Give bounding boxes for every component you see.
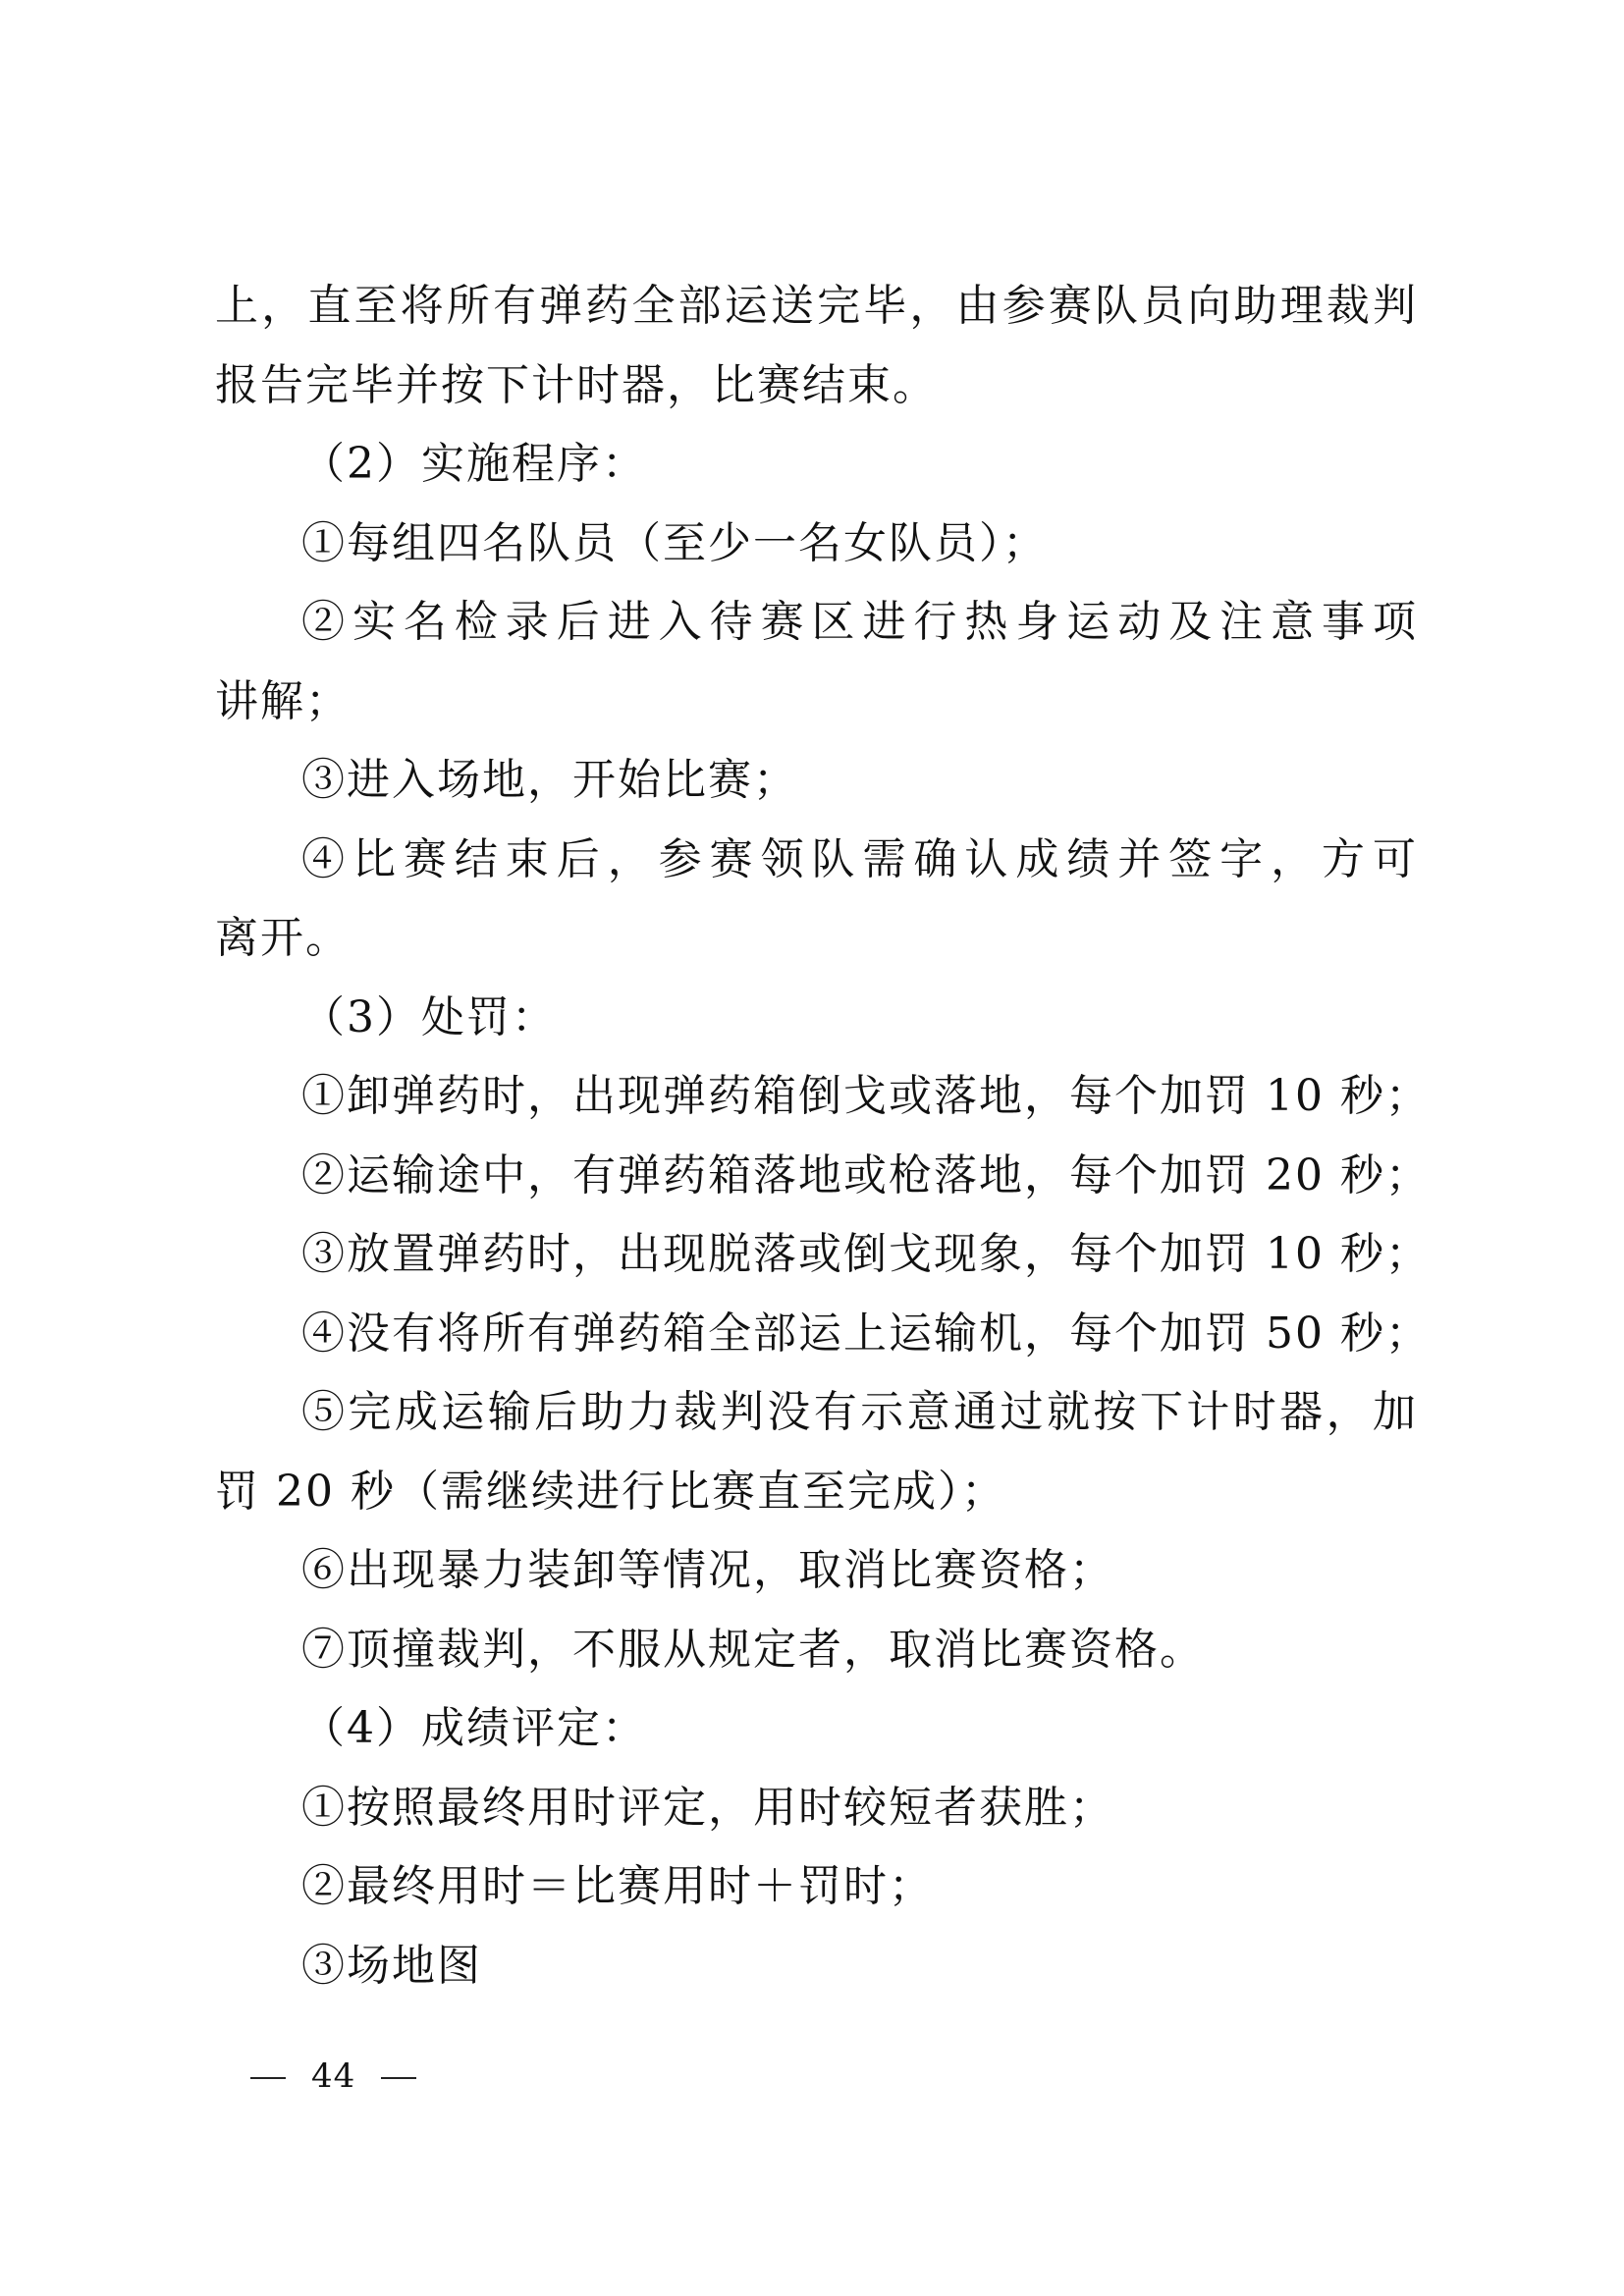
list-item: ②运输途中，有弹药箱落地或枪落地，每个加罚 20 秒； (301, 1149, 1431, 1201)
section-heading: （3）处罚： (301, 991, 557, 1042)
footer-dash-left (250, 2077, 286, 2079)
list-item: ⑦顶撞裁判，不服从规定者，取消比赛资格。 (301, 1624, 1205, 1675)
list-item: ②最终用时＝比赛用时＋罚时； (301, 1861, 934, 1911)
list-item: ③放置弹药时，出现脱落或倒戈现象，每个加罚 10 秒； (301, 1229, 1431, 1279)
text-line: 离开。 (215, 913, 351, 963)
body-text (215, 267, 1431, 2005)
list-item: ①按照最终用时评定，用时较短者获胜； (301, 1782, 1114, 1833)
list-item: ①卸弹药时，出现弹药箱倒戈或落地，每个加罚 10 秒； (301, 1071, 1431, 1121)
list-item: ②实名检录后进入待赛区进行热身运动及注意事项 (301, 597, 1418, 647)
list-item: ③场地图 (301, 1940, 482, 1991)
text-line: 报告完毕并按下计时器，比赛结束。 (215, 359, 938, 410)
list-item: ③进入场地，开始比赛； (301, 755, 798, 805)
list-item: ⑤完成运输后助力裁判没有示意通过就按下计时器，加 (301, 1387, 1418, 1437)
section-heading: （4）成绩评定： (301, 1703, 647, 1753)
text-line: 讲解； (215, 675, 351, 726)
text-line: 上，直至将所有弹药全部运送完毕，由参赛队员向助理裁判 (215, 281, 1418, 331)
list-item: ⑥出现暴力装卸等情况，取消比赛资格； (301, 1545, 1114, 1595)
text-line: 罚 20 秒（需继续进行比赛直至完成）； (215, 1466, 1006, 1517)
list-item: ④比赛结束后，参赛领队需确认成绩并签字，方可 (301, 833, 1418, 884)
footer-dash-right (381, 2077, 416, 2079)
page-footer (250, 2056, 416, 2096)
page-number: 44 (311, 2056, 356, 2096)
list-item: ④没有将所有弹药箱全部运上运输机，每个加罚 50 秒； (301, 1308, 1431, 1359)
section-heading: （2）实施程序： (301, 439, 647, 489)
list-item: ①每组四名队员（至少一名女队员）； (301, 517, 1048, 568)
